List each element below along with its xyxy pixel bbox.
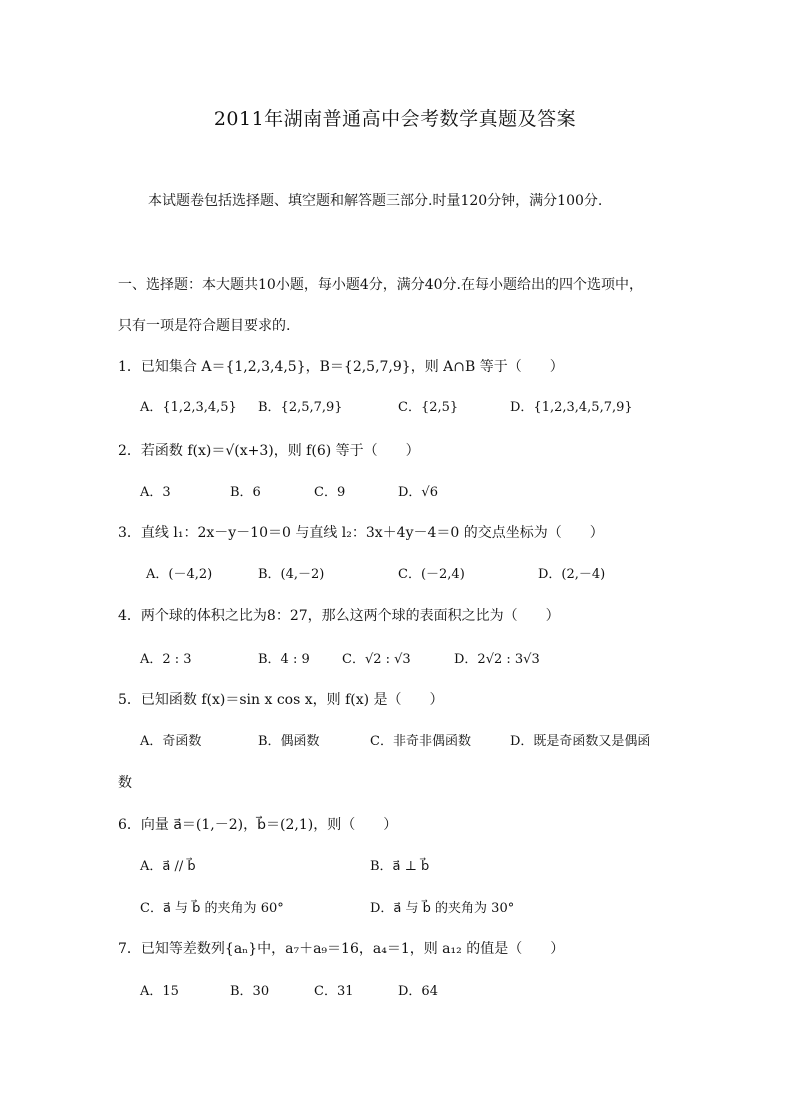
question-5-option-a: A．奇函数 [140, 734, 202, 749]
question-4-option-b: B．4 : 9 [258, 652, 310, 667]
question-2-option-b: B．6 [230, 485, 261, 500]
question-6-option-a: A．a⃗ // b⃗ [140, 859, 196, 874]
question-7-stem: 7．已知等差数列{aₙ}中，a₇＋a₉＝16，a₄＝1，则 a₁₂ 的值是（ ） [118, 941, 565, 957]
question-5-option-d-continuation: 数 [118, 775, 132, 791]
question-2-stem: 2．若函数 f(x)＝√(x+3)，则 f(6) 等于（ ） [118, 443, 420, 459]
question-3-option-c: C．(－2,4) [398, 567, 465, 582]
question-6-option-b: B．a⃗ ⊥ b⃗ [370, 859, 430, 874]
question-5-option-b: B．偶函数 [258, 734, 320, 749]
question-1-option-c: C．{2,5} [398, 400, 459, 415]
question-1-option-a: A．{1,2,3,4,5} [140, 400, 237, 415]
question-2-option-c: C．9 [314, 485, 346, 500]
question-4-option-c: C．√2 : √3 [342, 652, 411, 667]
question-3-option-b: B．(4,－2) [258, 567, 325, 582]
question-3-stem: 3．直线 l₁：2x－y－10＝0 与直线 l₂：3x＋4y－4＝0 的交点坐标为（ ） [118, 525, 604, 541]
question-7-option-c: C．31 [314, 984, 354, 999]
question-6-option-d: D．a⃗ 与 b⃗ 的夹角为 30° [370, 901, 515, 916]
question-1-option-b: B．{2,5,7,9} [258, 400, 343, 415]
question-2-option-a: A．3 [140, 485, 171, 500]
intro-text: 本试题卷包括选择题、填空题和解答题三部分.时量120分钟，满分100分. [148, 193, 603, 209]
page-title: 2011年湖南普通高中会考数学真题及答案 [213, 108, 577, 130]
question-6-stem: 6．向量 a⃗＝(1,－2)，b⃗＝(2,1)，则（ ） [118, 817, 398, 833]
question-7-option-b: B．30 [230, 984, 270, 999]
question-5-option-c: C．非奇非偶函数 [370, 734, 471, 749]
question-6-option-c: C．a⃗ 与 b⃗ 的夹角为 60° [140, 901, 284, 916]
question-1-option-d: D．{1,2,3,4,5,7,9} [510, 400, 633, 415]
question-3-option-d: D．(2,－4) [538, 567, 606, 582]
section-heading-line1: 一、选择题：本大题共10小题，每小题4分，满分40分.在每小题给出的四个选项中， [118, 277, 643, 293]
question-7-option-d: D．64 [398, 984, 438, 999]
question-7-option-a: A．15 [140, 984, 179, 999]
question-3-option-a: A．(－4,2) [146, 567, 213, 582]
question-5-option-d: D．既是奇函数又是偶函 [510, 734, 651, 749]
question-2-option-d: D．√6 [398, 485, 438, 500]
question-4-option-d: D．2√2 : 3√3 [454, 652, 540, 667]
section-heading-line2: 只有一项是符合题目要求的. [118, 318, 291, 334]
question-4-stem: 4．两个球的体积之比为8：27，那么这两个球的表面积之比为（ ） [118, 608, 560, 624]
question-1-stem: 1．已知集合 A＝{1,2,3,4,5}，B＝{2,5,7,9}，则 A∩B 等于（ ） [118, 359, 564, 375]
question-4-option-a: A．2 : 3 [140, 652, 192, 667]
question-5-stem: 5．已知函数 f(x)＝sin x cos x，则 f(x) 是（ ） [118, 692, 444, 708]
